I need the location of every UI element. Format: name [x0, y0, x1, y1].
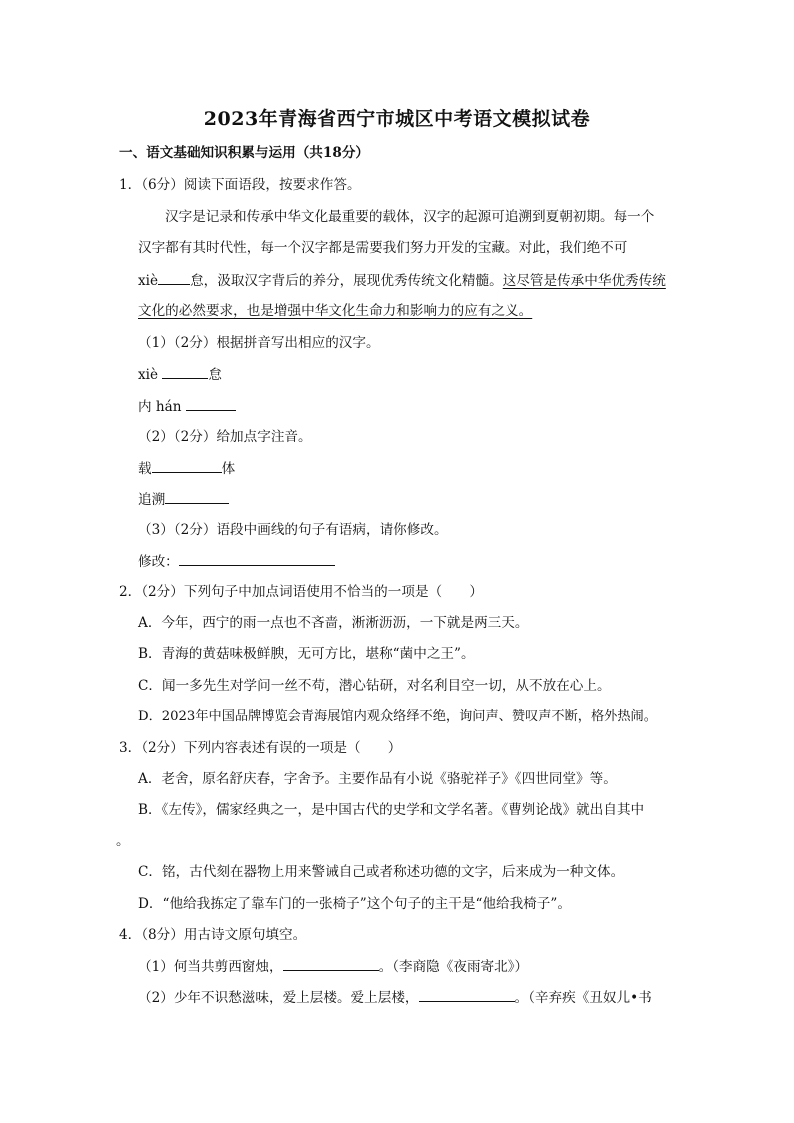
poem-source: 。（李商隐《夜雨寄北》）	[378, 959, 529, 975]
answer-blank[interactable]	[162, 364, 208, 379]
fill-in-2	[138, 987, 652, 1008]
answer-blank[interactable]	[186, 396, 236, 411]
option-d[interactable]: D．2023年中国品牌博览会青海展馆内观众络绎不绝，询问声、赞叹声不断，格外热闹。	[138, 709, 657, 724]
section-heading: 一、语文基础知识积累与运用（共18分）	[119, 145, 370, 161]
character-label: 怠	[208, 367, 222, 383]
passage-text: 怠，汲取汉字背后的养分，展现优秀传统文化精髓。	[190, 273, 503, 289]
option-c[interactable]: C．铭，古代刻在器物上用来警诫自己或者称述功德的文字，后来成为一种文体。	[138, 864, 625, 880]
pinyin-label: xiè	[138, 367, 159, 383]
underlined-sentence: 这尽管是传承中华优秀传统	[502, 273, 666, 289]
sub-question-3-answer	[138, 551, 335, 572]
passage-line-1: 汉字是记录和传承中华文化最重要的载体，汉字的起源可追溯到夏朝初期。每一个	[165, 209, 655, 225]
option-c[interactable]: C．闻一多先生对学问一丝不苟，潜心钻研，对名利目空一切，从不放在心上。	[138, 678, 611, 694]
option-b-continuation: 。	[116, 833, 130, 849]
answer-blank[interactable]	[179, 551, 335, 566]
sub-question-1: （1）（2分）根据拼音写出相应的汉字。	[138, 335, 380, 351]
answer-blank[interactable]	[152, 458, 222, 473]
passage-line-4	[138, 301, 532, 321]
question-1-stem: 1．（6分）阅读下面语段，按要求作答。	[119, 177, 361, 193]
sub-question-1b	[138, 396, 236, 417]
answer-blank[interactable]	[165, 489, 229, 504]
answer-blank[interactable]	[419, 987, 515, 1002]
pinyin-xie: xiè	[138, 273, 159, 289]
sub-question-1a	[138, 364, 222, 385]
option-b[interactable]: B．青海的黄菇味极鲜腴，无可方比，堪称“菌中之王”。	[138, 646, 475, 662]
underlined-sentence: 文化的必然要求，也是增强中华文化生命力和影响力的应有之义。	[138, 303, 533, 319]
sub-question-2b	[138, 489, 229, 510]
answer-label: 修改：	[138, 554, 179, 570]
poem-line: （2）少年不识愁滋味，爱上层楼。爱上层楼，	[138, 990, 419, 1006]
page-title: 2023年青海省西宁市城区中考语文模拟试卷	[203, 108, 591, 130]
character-label: 载	[138, 461, 152, 477]
pinyin-label: 内 hán	[138, 399, 182, 415]
answer-blank[interactable]	[283, 956, 379, 971]
answer-blank[interactable]	[158, 270, 190, 285]
poem-line: （1）何当共剪西窗烛，	[138, 959, 283, 975]
sub-question-2: （2）（2分）给加点字注音。	[138, 429, 312, 445]
sub-question-2a	[138, 458, 235, 479]
character-label: 体	[221, 461, 236, 477]
sub-question-3: （3）（2分）语段中画线的句子有语病，请你修改。	[138, 522, 448, 538]
option-a[interactable]: A．今年，西宁的雨一点也不吝啬，淅淅沥沥，一下就是两三天。	[138, 615, 529, 631]
poem-source: 。（辛弃疾《丑奴儿•书	[514, 990, 652, 1006]
fill-in-1	[138, 956, 528, 977]
option-a[interactable]: A．老舍，原名舒庆春，字舍予。主要作品有小说《骆驼祥子》《四世同堂》等。	[138, 771, 617, 787]
question-3-stem: 3．（2分）下列内容表述有误的一项是（ ）	[119, 740, 402, 756]
character-label: 追溯	[138, 492, 166, 508]
option-b[interactable]: B．《左传》，儒家经典之一，是中国古代的史学和文学名著。《曹刿论战》就出自其中	[138, 802, 645, 818]
passage-line-3	[138, 270, 666, 291]
question-2-stem: 2．（2分）下列句子中加点词语使用不恰当的一项是（ ）	[119, 584, 483, 600]
question-4-stem: 4．（8分）用古诗文原句填空。	[119, 927, 307, 943]
passage-line-2: 汉字都有其时代性，每一个汉字都是需要我们努力开发的宝藏。对此，我们绝不可	[138, 240, 628, 256]
option-d[interactable]: D．“他给我拣定了靠车门的一张椅子”这个句子的主干是“他给我椅子”。	[138, 896, 571, 912]
